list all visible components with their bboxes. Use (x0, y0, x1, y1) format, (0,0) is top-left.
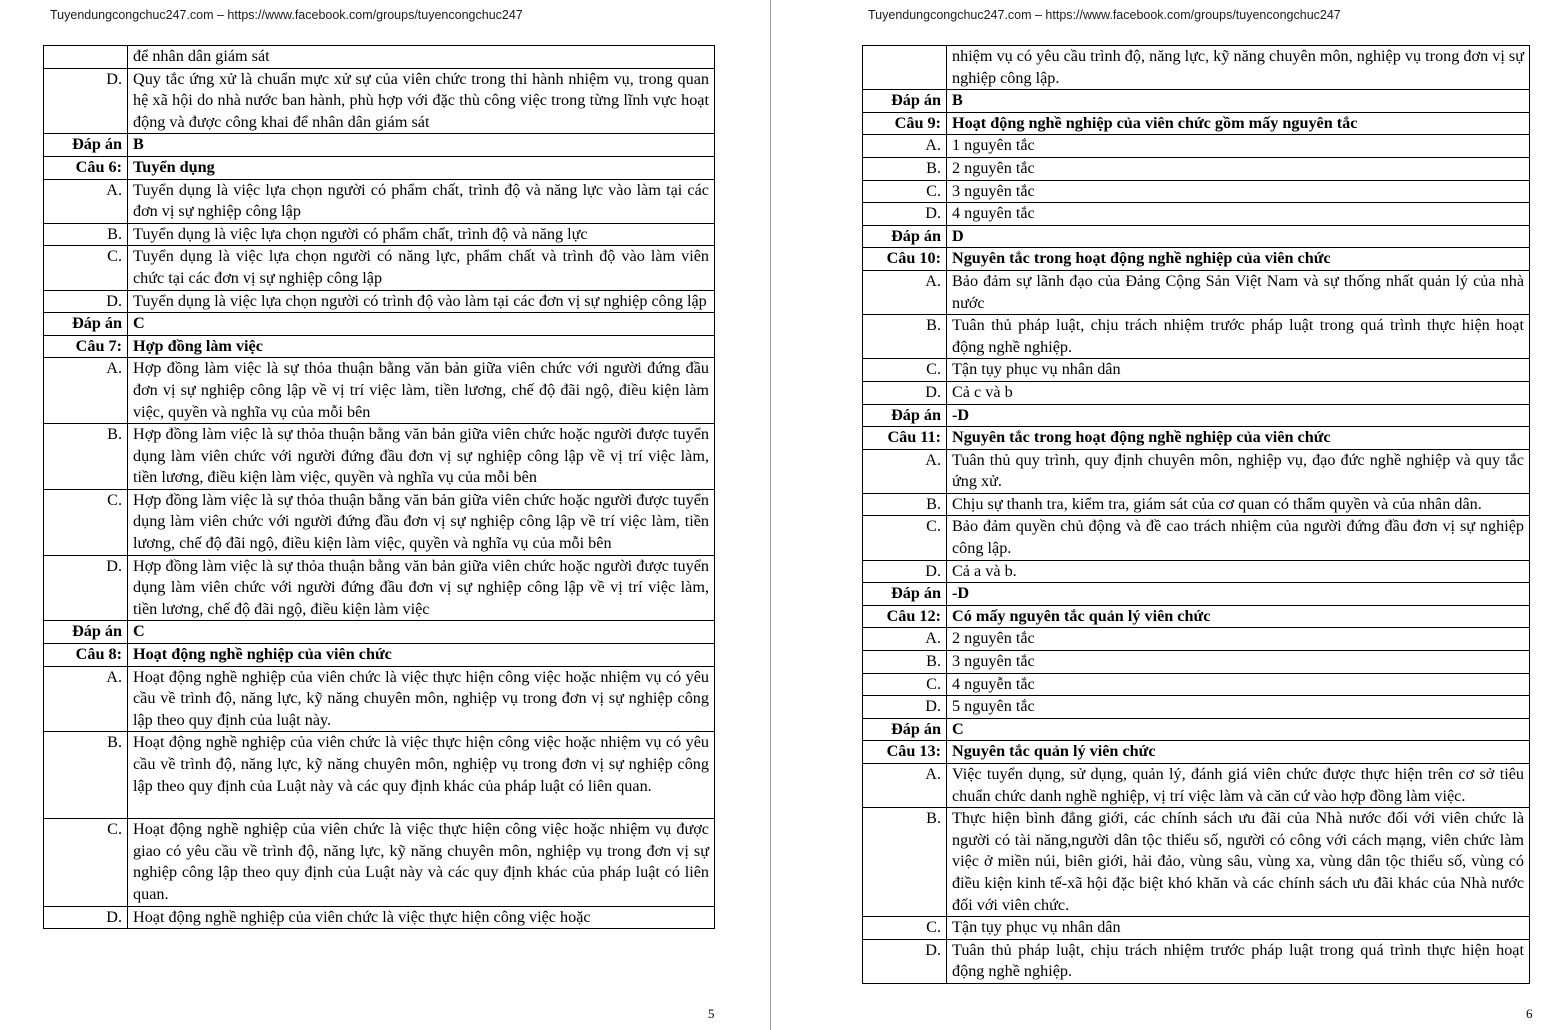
answer-option-row (863, 560, 1530, 583)
row-label: D. (863, 381, 947, 404)
row-label: C. (863, 917, 947, 940)
row-label: B. (863, 315, 947, 359)
row-label: Đáp án (863, 225, 947, 248)
row-label: Câu 13: (863, 741, 947, 764)
row-text: Cả a và b. (947, 560, 1530, 583)
question-heading-row (44, 156, 715, 179)
page-header: Tuyendungcongchuc247.com – https://www.facebook.com/groups/tuyencongchuc247 (50, 8, 523, 22)
answer-option-row (44, 424, 715, 490)
row-text: Chịu sự thanh tra, kiểm tra, giám sát của cơ quan có thẩm quyền và của nhân dân. (947, 493, 1530, 516)
row-label (863, 46, 947, 90)
row-text: Hoạt động nghề nghiệp của viên chức gồm mấy nguyên tắc (947, 112, 1530, 135)
row-label: C. (44, 489, 128, 555)
row-text: B (128, 134, 715, 157)
row-label: Đáp án (44, 134, 128, 157)
answer-option-row (863, 381, 1530, 404)
row-label: Đáp án (863, 90, 947, 113)
row-text: 3 nguyên tắc (947, 651, 1530, 674)
answer-option-row (863, 46, 1530, 90)
row-text: -D (947, 404, 1530, 427)
row-text: Hoạt động nghề nghiệp của viên chức (128, 644, 715, 667)
question-heading-row (44, 134, 715, 157)
question-heading-row (863, 741, 1530, 764)
answer-option-row (44, 906, 715, 929)
row-label (44, 46, 128, 69)
row-label: B. (44, 223, 128, 246)
row-text: Tuân thủ pháp luật, chịu trách nhiệm trước pháp luật trong quá trình thực hiện hoạt động nghề nghiệp. (947, 315, 1530, 359)
row-text: 4 nguyễn tắc (947, 673, 1530, 696)
row-label: D. (44, 906, 128, 929)
answer-option-row (44, 179, 715, 223)
answer-option-row (863, 359, 1530, 382)
answer-option-row (863, 157, 1530, 180)
row-label: B. (44, 424, 128, 490)
row-text: Nguyên tắc trong hoạt động nghề nghiệp của viên chức (947, 427, 1530, 450)
answer-option-row (863, 315, 1530, 359)
row-label: Câu 11: (863, 427, 947, 450)
row-text: Tận tụy phục vụ nhân dân (947, 917, 1530, 940)
answer-option-row (44, 732, 715, 819)
document-page-right (776, 0, 1564, 1030)
row-label: Câu 8: (44, 644, 128, 667)
question-heading-row (863, 90, 1530, 113)
row-label: B. (863, 651, 947, 674)
question-heading-row (863, 404, 1530, 427)
row-label: Đáp án (863, 718, 947, 741)
row-text: C (128, 313, 715, 336)
question-heading-row (863, 605, 1530, 628)
question-heading-row (863, 225, 1530, 248)
row-label: Câu 7: (44, 335, 128, 358)
row-label: Đáp án (44, 621, 128, 644)
row-label: D. (44, 68, 128, 134)
row-text: Thực hiện bình đẳng giới, các chính sách ưu đãi của Nhà nước đối với viên chức là người có tài năng,người dân tộc thiểu số, người có công với cách mạng, viên chức làm việc ở miền núi, biên giới, hải đảo, vùng sâu, vùng xa, vùng dân tộc thiểu số, vùng có điều kiện kinh tế-xã hội đặc biệt khó khăn và các chính sách ưu đãi khác của Nhà nước đối với viên chức. (947, 808, 1530, 917)
row-label: A. (863, 135, 947, 158)
answer-option-row (863, 939, 1530, 983)
row-text: Hợp đồng làm việc là sự thỏa thuận bằng văn bản giữa viên chức hoặc người được tuyển dụng làm viên chức với người đứng đầu đơn vị sự nghiệp công lập về vị trí việc làm, tiền lương, điều kiện làm việc, quyền và nghĩa vụ của mỗi bên (128, 424, 715, 490)
answer-option-row (863, 449, 1530, 493)
answer-option-row (44, 223, 715, 246)
answer-option-row (863, 203, 1530, 226)
row-text: Bảo đảm quyền chủ động và đề cao trách nhiệm của người đứng đầu đơn vị sự nghiệp công lập. (947, 516, 1530, 560)
row-text: Tuyển dụng (128, 156, 715, 179)
row-label: A. (44, 666, 128, 732)
row-text: D (947, 225, 1530, 248)
answer-option-row (863, 917, 1530, 940)
row-label: A. (44, 179, 128, 223)
row-text: 4 nguyên tắc (947, 203, 1530, 226)
question-heading-row (863, 583, 1530, 606)
row-label: D. (44, 555, 128, 621)
answer-option-row (44, 489, 715, 555)
row-label: A. (863, 628, 947, 651)
row-text: Hoạt động nghề nghiệp của viên chức là việc thực hiện công việc hoặc nhiệm vụ có yêu cầu về trình độ, năng lực, kỹ năng chuyên môn, nghiệp vụ trong đơn vị sự nghiệp công lập theo quy định của Luật này và các quy định khác của pháp luật có liên quan. (128, 732, 715, 819)
row-text: Tuyển dụng là việc lựa chọn người có trình độ vào làm tại các đơn vị sự nghiệp công lập (128, 290, 715, 313)
question-table (862, 45, 1530, 984)
answer-option-row (44, 246, 715, 290)
row-label: Câu 12: (863, 605, 947, 628)
answer-option-row (863, 673, 1530, 696)
row-text: Hợp đồng làm việc là sự thỏa thuận bằng văn bản giữa viên chức với người đứng đầu đơn vị sự nghiệp công lập về vị trí việc làm, tiền lương, chế độ đãi ngộ, điều kiện làm việc, quyền và nghĩa vụ của mỗi bên (128, 358, 715, 424)
row-text: Có mấy nguyên tắc quản lý viên chức (947, 605, 1530, 628)
question-heading-row (44, 335, 715, 358)
row-text: C (947, 718, 1530, 741)
question-heading-row (44, 313, 715, 336)
row-text: Tuân thủ pháp luật, chịu trách nhiệm trước pháp luật trong quá trình thực hiện hoạt động nghề nghiệp. (947, 939, 1530, 983)
row-label: A. (863, 764, 947, 808)
row-label: Câu 10: (863, 248, 947, 271)
row-text: để nhân dân giám sát (128, 46, 715, 69)
row-text: -D (947, 583, 1530, 606)
row-label: Đáp án (44, 313, 128, 336)
row-text: 1 nguyên tắc (947, 135, 1530, 158)
row-text: Quy tắc ứng xử là chuẩn mực xử sự của viên chức trong thi hành nhiệm vụ, trong quan hệ xã hội do nhà nước ban hành, phù hợp với đặc thù công việc trong từng lĩnh vực hoạt động và được công khai để nhân dân giám sát (128, 68, 715, 134)
row-text: Hoạt động nghề nghiệp của viên chức là việc thực hiện công việc hoặc (128, 906, 715, 929)
row-text: 3 nguyên tắc (947, 180, 1530, 203)
answer-option-row (44, 358, 715, 424)
row-label: D. (863, 203, 947, 226)
row-text: Nguyên tắc quản lý viên chức (947, 741, 1530, 764)
question-heading-row (863, 248, 1530, 271)
row-label: C. (863, 180, 947, 203)
row-text: 2 nguyên tắc (947, 628, 1530, 651)
row-text: Hợp đồng làm việc là sự thỏa thuận bằng văn bản giữa viên chức hoặc người được tuyển dụng làm viên chức với người đứng đầu đơn vị sự nghiệp công lập về vị trí việc làm, tiền lương, chế độ đãi ngộ, điều kiện làm việc (128, 555, 715, 621)
row-text: B (947, 90, 1530, 113)
row-label: A. (863, 449, 947, 493)
row-text: Hoạt động nghề nghiệp của viên chức là việc thực hiện công việc hoặc nhiệm vụ được giao có yêu cầu về trình độ, năng lực, kỹ năng chuyên môn, nghiệp vụ trong đơn vị sự nghiệp công lập theo quy định của Luật này và các quy định khác của pháp luật có liên quan. (128, 819, 715, 906)
answer-option-row (863, 628, 1530, 651)
row-label: Câu 9: (863, 112, 947, 135)
row-text: 2 nguyên tắc (947, 157, 1530, 180)
row-label: C. (863, 673, 947, 696)
row-label: Đáp án (863, 404, 947, 427)
answer-option-row (863, 270, 1530, 314)
document-page-left (0, 0, 770, 1030)
question-heading-row (863, 718, 1530, 741)
row-label: C. (44, 246, 128, 290)
row-label: A. (44, 358, 128, 424)
row-label: D. (863, 696, 947, 719)
row-text: Hợp đồng làm việc (128, 335, 715, 358)
row-label: D. (863, 560, 947, 583)
row-label: A. (863, 270, 947, 314)
question-heading-row (44, 621, 715, 644)
row-text: Hợp đồng làm việc là sự thỏa thuận bằng văn bản giữa viên chức hoặc người được tuyển dụng làm viên chức với người đứng đầu đơn vị sự nghiệp công lập về trí việc làm, tiền lương, chế độ đãi ngộ, điều kiện làm việc, quyền và nghĩa vụ của mỗi bên (128, 489, 715, 555)
row-text: Việc tuyển dụng, sử dụng, quản lý, đánh giá viên chức được thực hiện trên cơ sở tiêu chuẩn chức danh nghề nghiệp, vị trí việc làm và căn cứ vào hợp đồng làm việc. (947, 764, 1530, 808)
row-text: C (128, 621, 715, 644)
answer-option-row (863, 696, 1530, 719)
question-heading-row (44, 644, 715, 667)
question-heading-row (863, 427, 1530, 450)
row-text: Tuyển dụng là việc lựa chọn người có phẩm chất, trình độ và năng lực (128, 223, 715, 246)
row-text: Tuyển dụng là việc lựa chọn người có phẩm chất, trình độ và năng lực vào làm tại các đơn vị sự nghiệp công lập (128, 179, 715, 223)
row-text: Cả c và b (947, 381, 1530, 404)
page-header: Tuyendungcongchuc247.com – https://www.facebook.com/groups/tuyencongchuc247 (868, 8, 1341, 22)
answer-option-row (44, 819, 715, 906)
row-label: B. (863, 493, 947, 516)
row-label: B. (863, 157, 947, 180)
answer-option-row (44, 290, 715, 313)
row-text: Hoạt động nghề nghiệp của viên chức là việc thực hiện công việc hoặc nhiệm vụ có yêu cầu về trình độ, năng lực, kỹ năng chuyên môn, nghiệp vụ trong đơn vị sự nghiệp công lập theo quy định của luật này. (128, 666, 715, 732)
row-label: C. (863, 359, 947, 382)
row-label: B. (863, 808, 947, 917)
row-text: Nguyên tắc trong hoạt động nghề nghiệp của viên chức (947, 248, 1530, 271)
answer-option-row (863, 135, 1530, 158)
answer-option-row (863, 516, 1530, 560)
row-label: C. (44, 819, 128, 906)
row-label: D. (44, 290, 128, 313)
row-label: B. (44, 732, 128, 819)
answer-option-row (863, 764, 1530, 808)
answer-option-row (44, 666, 715, 732)
row-label: Đáp án (863, 583, 947, 606)
answer-option-row (44, 68, 715, 134)
row-text: Tận tụy phục vụ nhân dân (947, 359, 1530, 382)
page-number: 5 (708, 1006, 715, 1021)
answer-option-row (44, 555, 715, 621)
row-text: Tuyển dụng là việc lựa chọn người có năng lực, phẩm chất và trình độ vào làm viên chức tại các đơn vị sự nghiệp công lập (128, 246, 715, 290)
row-text: 5 nguyên tắc (947, 696, 1530, 719)
question-heading-row (863, 112, 1530, 135)
row-text: nhiệm vụ có yêu cầu trình độ, năng lực, kỹ năng chuyên môn, nghiệp vụ trong đơn vị sự nghiệp công lập. (947, 46, 1530, 90)
row-label: Câu 6: (44, 156, 128, 179)
answer-option-row (863, 493, 1530, 516)
row-label: C. (863, 516, 947, 560)
answer-option-row (863, 808, 1530, 917)
row-label: D. (863, 939, 947, 983)
answer-option-row (44, 46, 715, 69)
answer-option-row (863, 180, 1530, 203)
row-text: Tuân thủ quy trình, quy định chuyên môn, nghiệp vụ, đạo đức nghề nghiệp và quy tắc ứng xử. (947, 449, 1530, 493)
question-table (43, 45, 715, 929)
row-text: Bảo đảm sự lãnh đạo của Đảng Cộng Sản Việt Nam và sự thống nhất quản lý của nhà nước (947, 270, 1530, 314)
answer-option-row (863, 651, 1530, 674)
page-number: 6 (1526, 1006, 1533, 1021)
